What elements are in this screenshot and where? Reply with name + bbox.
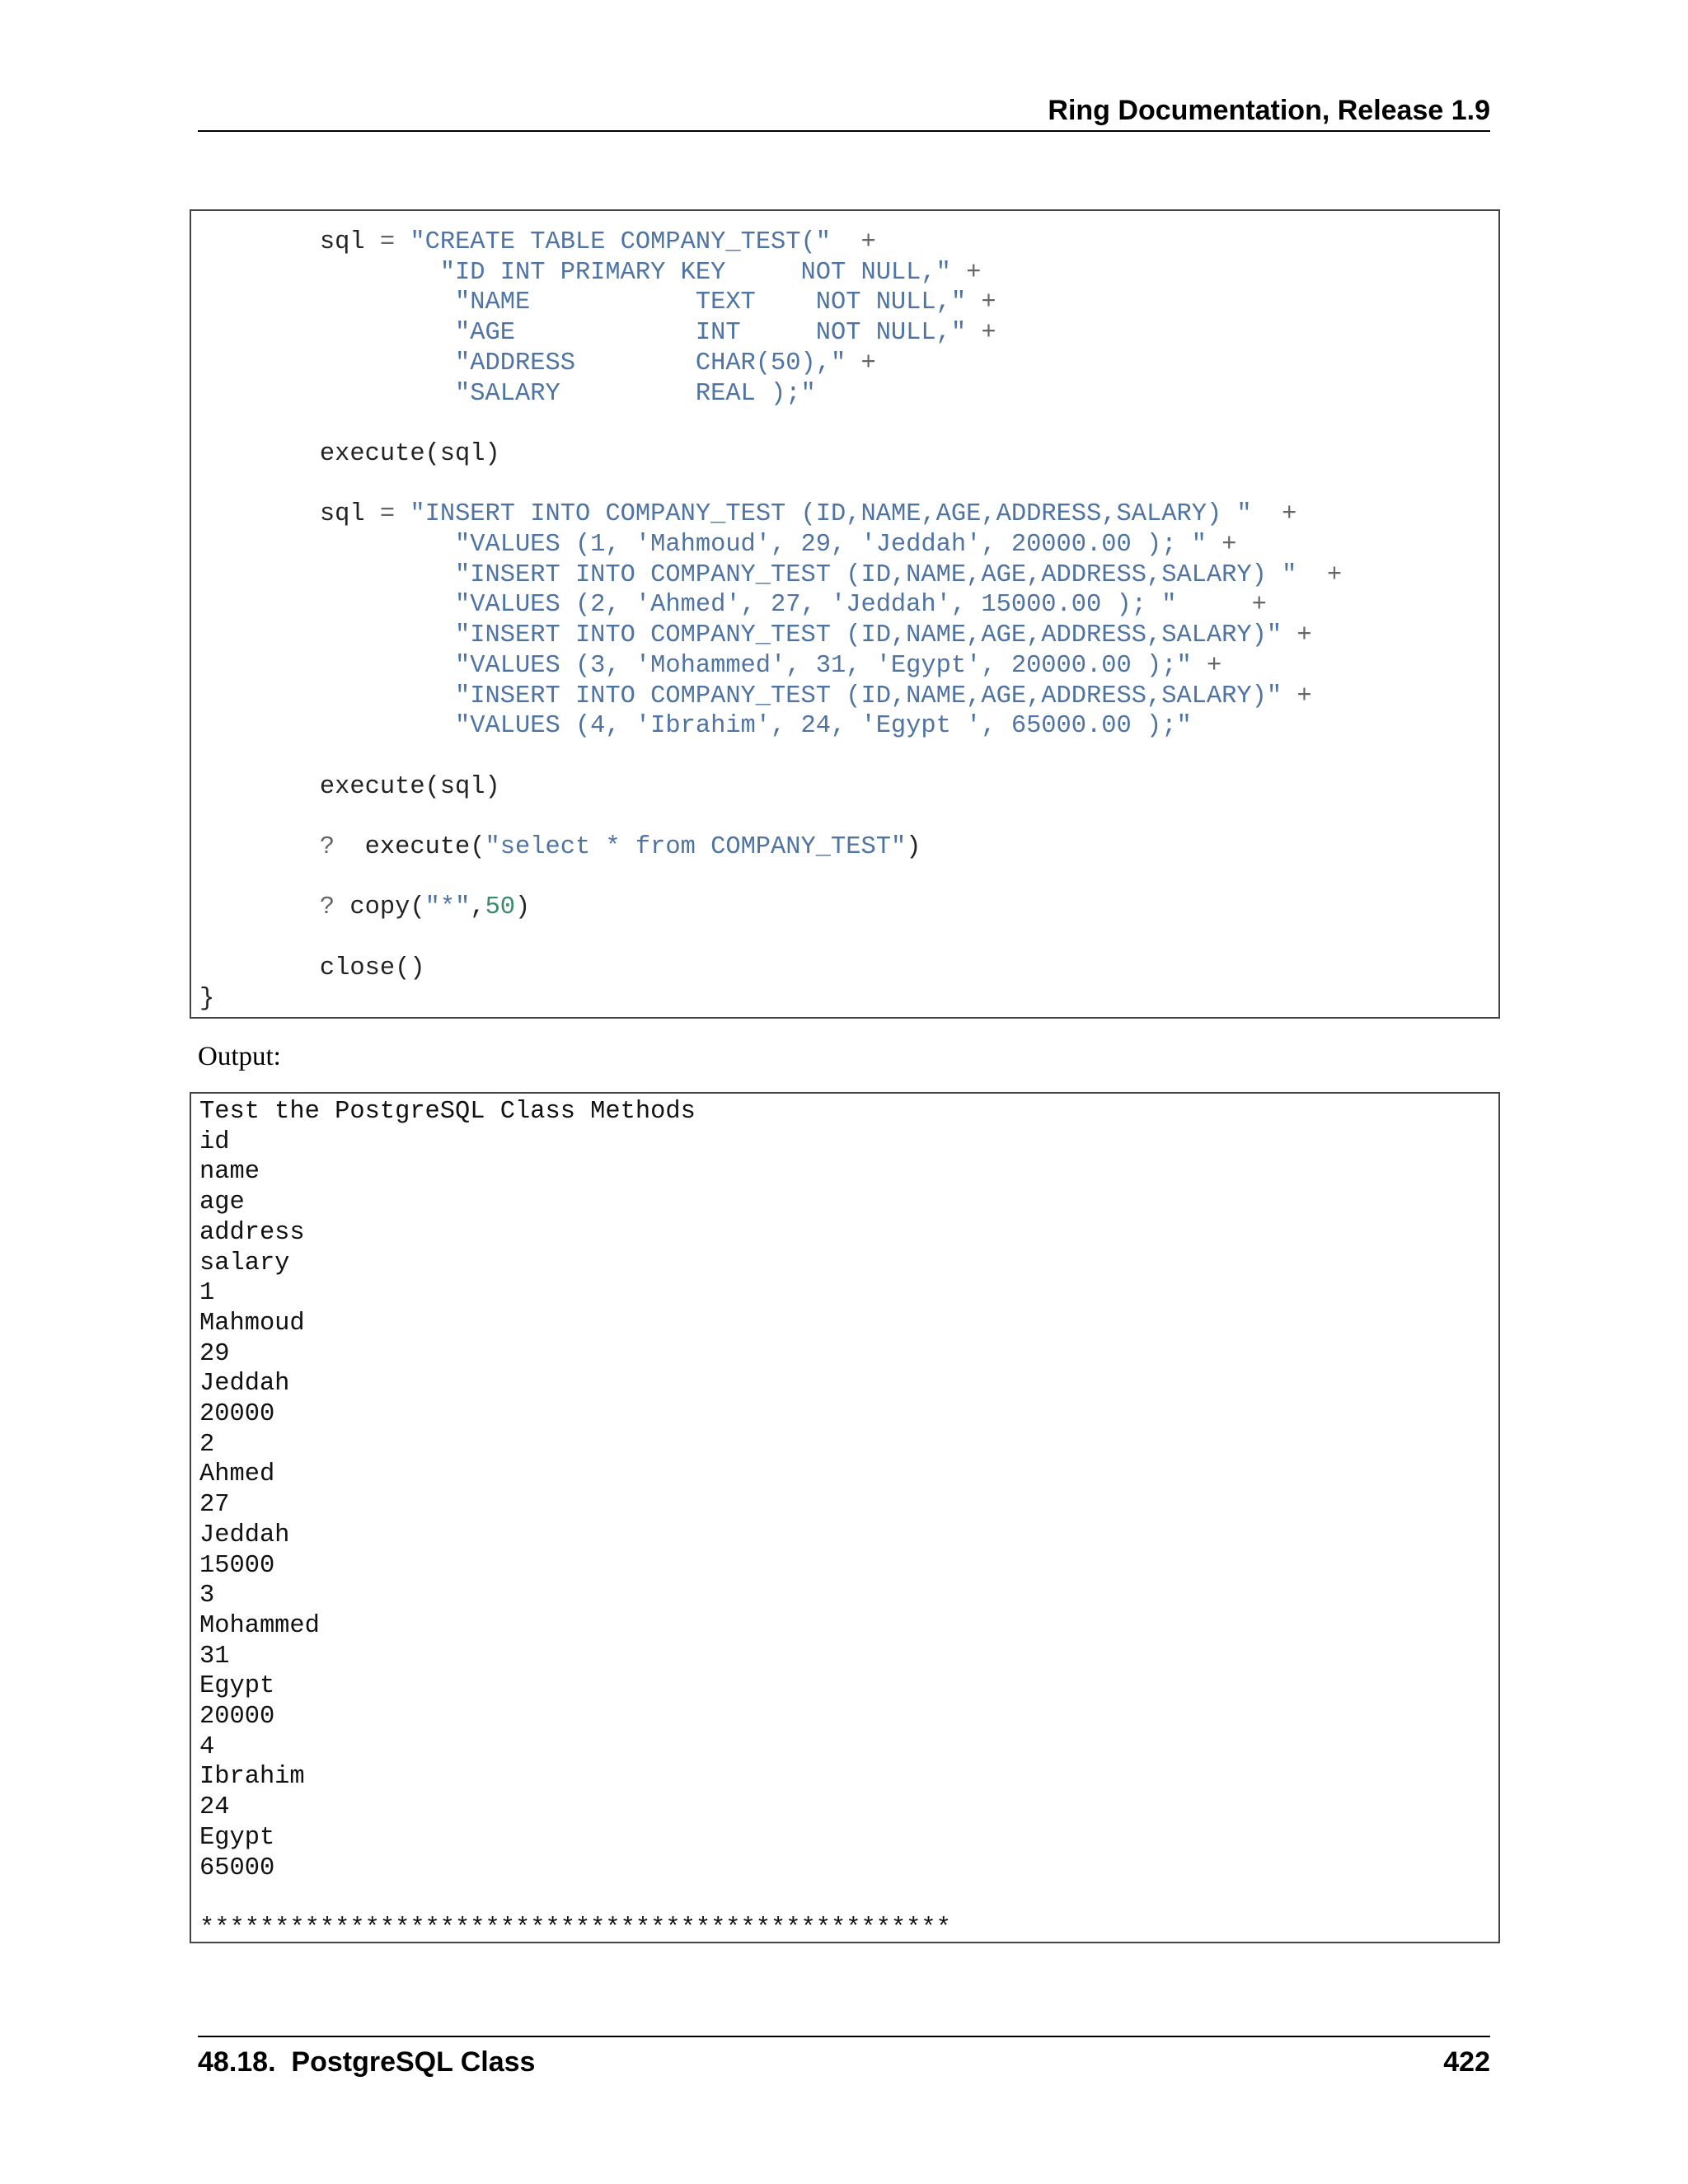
output-line: 3 [199,1582,215,1610]
code-token: + [860,349,876,377]
code-line [199,652,1221,680]
code-token [199,319,455,347]
code-token [966,288,981,316]
code-token [1192,652,1207,680]
code-token: ? [319,893,335,922]
code-line [199,561,1342,589]
output-line: Egypt [199,1823,275,1852]
code-line [199,228,876,256]
output-line: Mahmoud [199,1309,305,1338]
code-token [1282,682,1296,710]
code-token [1252,500,1282,528]
code-token [199,652,455,680]
output-line: 1 [199,1279,215,1308]
code-token: "VALUES (2, 'Ahmed', 27, 'Jeddah', 15000.00 ); " [455,591,1177,620]
code-line [199,440,500,468]
page-footer [198,2036,1490,2085]
code-token [199,833,320,861]
code-token [1207,531,1221,559]
code-line [199,591,1267,619]
output-line: address [199,1218,305,1247]
code-token: "select * from COMPANY_TEST" [485,833,907,862]
code-line [199,380,816,408]
code-token [199,893,320,921]
code-token [199,561,455,589]
code-token: + [1206,651,1222,680]
code-token: ) [515,893,531,922]
code-line [199,349,876,377]
code-token [846,349,860,377]
output-line: Mohammed [199,1611,320,1640]
output-line: ************************************************** [199,1914,951,1943]
code-token: "AGE INT NOT NULL," [455,319,967,348]
output-line: 24 [199,1793,230,1822]
output-line: 4 [199,1732,215,1761]
code-token: ? [319,833,335,862]
code-token [199,380,455,408]
code-token [966,319,981,347]
output-line: id [199,1127,230,1156]
code-token [831,228,860,256]
output-line: 29 [199,1339,230,1368]
code-token: "ADDRESS CHAR(50)," [455,349,846,377]
code-token [199,349,455,377]
code-token: "SALARY REAL );" [455,379,816,408]
program-output [199,1097,951,1943]
output-line: Jeddah [199,1521,290,1549]
page-number: 422 [1443,2046,1490,2078]
document-title: Ring Documentation, Release 1.9 [1048,95,1490,126]
code-token: copy( [335,893,425,922]
code-token: + [1326,560,1343,589]
output-line: Ahmed [199,1460,275,1489]
code-token [199,621,455,649]
code-token [1296,561,1326,589]
code-line [199,531,1236,559]
code-token: } [199,984,215,1013]
code-token: = [379,500,396,529]
output-line: salary [199,1249,290,1277]
code-token [951,259,966,287]
code-line [199,319,996,347]
output-line: 27 [199,1491,230,1520]
code-block-source [190,209,1500,1019]
source-code [199,227,1342,1014]
code-token: "VALUES (4, 'Ibrahim', 24, 'Egypt ', 65000.00 );" [455,712,1192,741]
code-token: "VALUES (3, 'Mohammed', 31, 'Egypt', 20000.00 );" [455,651,1192,680]
code-token: execute(sql) [199,439,500,468]
code-token: 50 [485,893,516,922]
code-token: = [379,228,396,256]
code-token: + [981,319,996,348]
output-line: 31 [199,1642,230,1671]
code-line [199,954,425,982]
code-token [199,288,455,316]
code-token: "INSERT INTO COMPANY_TEST (ID,NAME,AGE,ADDRESS,SALARY)" [455,621,1282,650]
code-line [199,893,530,921]
code-line [199,288,996,316]
code-token: + [1296,621,1312,650]
output-line: Jeddah [199,1370,290,1399]
output-line: 2 [199,1430,215,1459]
code-token [199,531,455,559]
code-token: + [966,258,982,287]
code-token: "VALUES (1, 'Mahmoud', 29, 'Jeddah', 20000.00 ); " [455,531,1207,560]
footer-section-title: 48.18. PostgreSQL Class [198,2046,536,2078]
code-token: "*" [424,893,471,922]
code-token: "CREATE TABLE COMPANY_TEST(" [410,228,832,256]
code-token: "INSERT INTO COMPANY_TEST (ID,NAME,AGE,ADDRESS,SALARY) " [455,560,1297,589]
code-token: + [860,228,876,256]
output-line: 20000 [199,1703,275,1732]
code-token: close() [199,954,425,982]
page-header [198,92,1490,132]
code-token [1176,591,1251,619]
code-token: execute( [335,833,485,862]
code-token [395,228,410,256]
code-token [199,682,455,710]
code-line [199,712,1192,740]
code-token [199,591,455,619]
code-line [199,259,981,287]
code-token: + [1296,682,1312,710]
output-line: name [199,1158,260,1187]
code-line [199,682,1312,710]
code-line [199,500,1296,528]
code-token: ) [906,833,921,862]
code-token: sql [199,500,380,529]
code-token: "ID INT PRIMARY KEY NOT NULL," [439,258,951,287]
code-token: execute(sql) [199,772,500,801]
code-token: "INSERT INTO COMPANY_TEST (ID,NAME,AGE,ADDRESS,SALARY)" [455,682,1282,710]
code-line [199,985,214,1013]
code-token: sql [199,228,380,256]
output-line: Test the PostgreSQL Class Methods [199,1098,696,1126]
code-block-output [190,1092,1500,1943]
output-line: Egypt [199,1672,275,1701]
output-line: 20000 [199,1400,275,1429]
code-line [199,621,1312,649]
code-token [199,712,455,740]
output-line: 65000 [199,1854,275,1882]
code-token: + [1251,591,1267,620]
output-label: Output: [198,1042,281,1071]
code-token: "NAME TEXT NOT NULL," [455,288,967,317]
code-token: + [981,288,996,317]
code-token [199,259,440,287]
code-token: , [470,893,485,922]
code-token [1282,621,1296,649]
code-token: "INSERT INTO COMPANY_TEST (ID,NAME,AGE,ADDRESS,SALARY) " [410,500,1252,529]
code-token: + [1282,500,1297,529]
code-token [395,500,410,528]
output-line: Ibrahim [199,1763,305,1792]
output-line: 15000 [199,1551,275,1580]
code-token: + [1221,531,1237,560]
code-line [199,833,921,861]
output-line: age [199,1188,245,1217]
code-line [199,773,500,801]
